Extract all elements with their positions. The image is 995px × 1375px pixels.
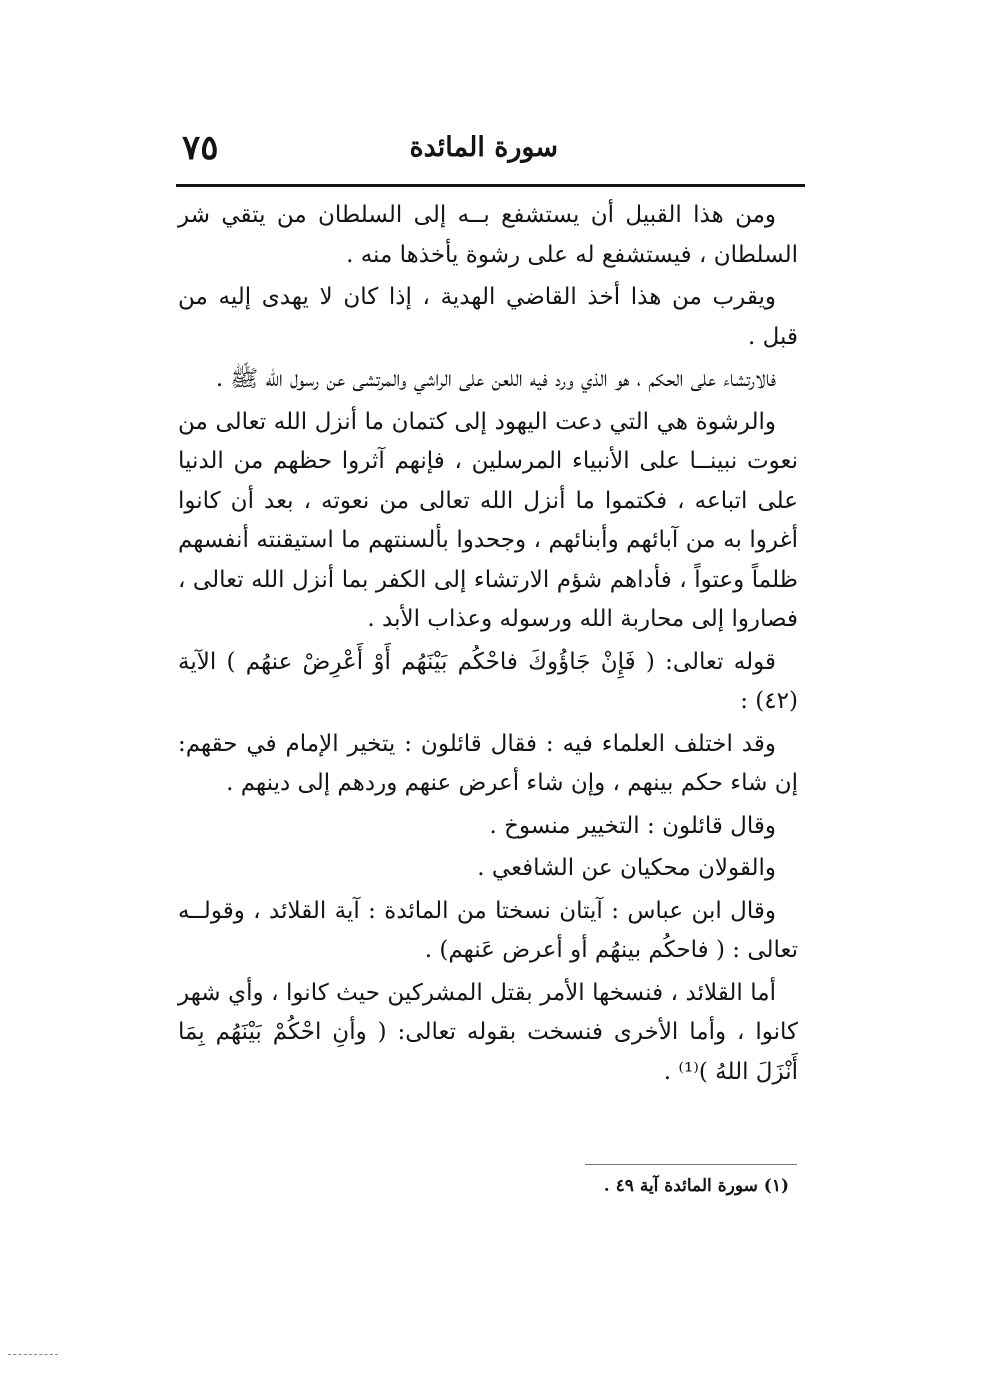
paragraph: وقد اختلف العلماء فيه : فقال قائلون : يتخير الإمام في حقهم: إن شاء حكم بينهم ، وإن شاء أعرض عنهم وردهم إلى دينهم . xyxy=(178,730,798,796)
paragraph: ومن هذا القبيل أن يستشفع بــه إلى السلطان من يتقي شر السلطان ، فيستشفع له على رشوة يأخذها منه . xyxy=(178,202,798,268)
page-number: ٧٥ xyxy=(182,128,219,168)
main-text xyxy=(178,196,798,1095)
paragraph: ويقرب من هذا أخذ القاضي الهدية ، إذا كان لا يهدى إليه من قبل . xyxy=(178,284,798,350)
paragraph: والرشوة هي التي دعت اليهود إلى كتمان ما أنزل الله تعالى من نعوت نبينــا على الأنبياء المرسلين ، فإنهم آثروا حظهم من الدنيا على اتباعه ، فكتموا ما أنزل الله تعالى من نعوته ، بعد أن كانوا أغروا به من آبائهم وأبنائهم ، وجحدوا بألسنتهم ما استيقنته أنفسهم ظلماً وعتواً ، فأداهم شؤم الارتشاء إلى الكفر بما أنزل الله تعالى ، فصاروا إلى محاربة الله ورسوله وعذاب الأبد . xyxy=(178,408,798,632)
paragraph: أما القلائد ، فنسخها الأمر بقتل المشركين حيث كانوا ، وأي شهر كانوا ، وأما الأخرى فنسخت بقوله تعالى: ( وأنِ احْكُمْ بَيْنَهُم بِمَا أَنْزَلَ اللهُ )⁽¹⁾ . xyxy=(178,979,798,1085)
paragraph: والقولان محكيان عن الشافعي . xyxy=(477,855,776,881)
running-header-title: سورة المائدة xyxy=(409,132,558,163)
paragraph: وقال ابن عباس : آيتان نسختا من المائدة : آية القلائد ، وقولــه تعالى : ( فاحكُم بينهُم أو أعرض عَنهم) . xyxy=(178,897,798,963)
footnote: (١) سورة المائدة آية ٤٩ . xyxy=(603,1176,789,1196)
paragraph: فالارتشاء على الحكم ، هو الذي ورد فيه اللعن على الراشي والمرتشى عن رسول الله ﷺ . xyxy=(215,366,776,392)
paragraph: قوله تعالى: ( فَإِنْ جَاؤُوكَ فاحْكُم بَيْنَهُم أَوْ أَعْرِضْ عنهُم ) الآية (٤٢) : xyxy=(178,648,798,714)
scan-edge-mark xyxy=(8,1354,58,1355)
paragraph: وقال قائلون : التخيير منسوخ . xyxy=(489,812,776,839)
header-divider xyxy=(176,184,805,187)
footnote-divider xyxy=(585,1164,797,1165)
